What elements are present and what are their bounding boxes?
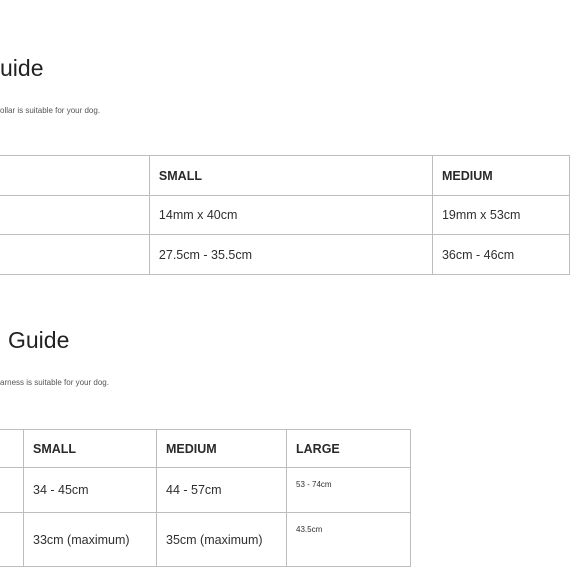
row-label-cell bbox=[0, 196, 149, 235]
harness-size-table bbox=[0, 429, 411, 567]
collar-size-table bbox=[0, 155, 570, 275]
table-cell: 27.5cm - 35.5cm bbox=[149, 235, 432, 275]
column-header-small: SMALL bbox=[24, 430, 157, 468]
table-cell: 43.5cm bbox=[287, 513, 411, 567]
table-row bbox=[0, 468, 411, 513]
row-label-cell bbox=[0, 468, 24, 513]
table-cell: 33cm (maximum) bbox=[24, 513, 157, 567]
column-header-medium: MEDIUM bbox=[157, 430, 287, 468]
column-header-medium: MEDIUM bbox=[432, 156, 569, 196]
column-header-small: SMALL bbox=[149, 156, 432, 196]
table-row bbox=[0, 196, 570, 235]
table-cell: 19mm x 53cm bbox=[432, 196, 569, 235]
harness-guide-title: Guide bbox=[8, 327, 70, 353]
table-header-row bbox=[0, 156, 570, 196]
table-cell: 36cm - 46cm bbox=[432, 235, 569, 275]
column-header bbox=[0, 156, 149, 196]
row-label-cell bbox=[0, 513, 24, 567]
collar-guide-subtitle: ollar is suitable for your dog. bbox=[0, 106, 101, 115]
table-row bbox=[0, 235, 570, 275]
table-cell: 44 - 57cm bbox=[157, 468, 287, 513]
harness-guide-subtitle: arness is suitable for your dog. bbox=[0, 378, 109, 387]
table-cell: 53 - 74cm bbox=[287, 468, 411, 513]
table-cell: 34 - 45cm bbox=[24, 468, 157, 513]
row-label-cell bbox=[0, 235, 149, 275]
table-row bbox=[0, 513, 411, 567]
column-header-large: LARGE bbox=[287, 430, 411, 468]
table-header-row bbox=[0, 430, 411, 468]
column-header bbox=[0, 430, 24, 468]
table-cell: 35cm (maximum) bbox=[157, 513, 287, 567]
collar-guide-title: uide bbox=[0, 55, 44, 81]
table-cell: 14mm x 40cm bbox=[149, 196, 432, 235]
